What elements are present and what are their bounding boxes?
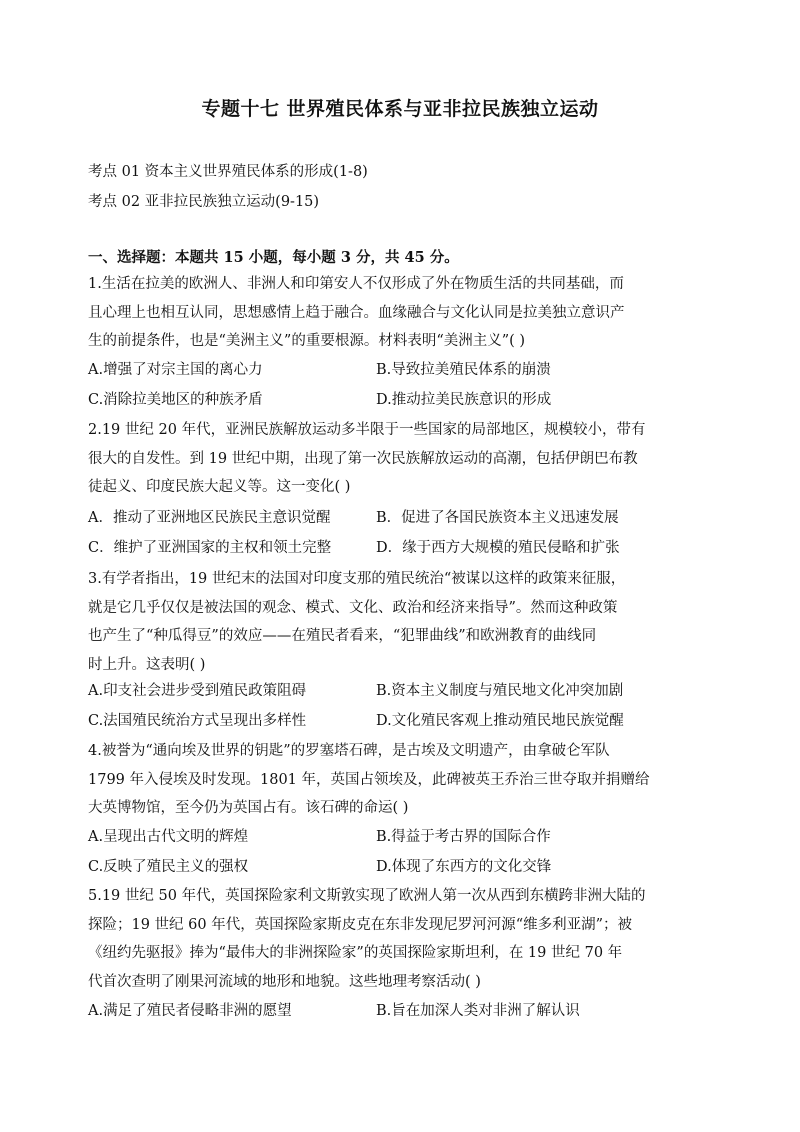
- question-line: 生的前提条件，也是“美洲主义”的重要根源。材料表明“美洲主义”( ): [88, 333, 526, 349]
- question-line: 探险；19 世纪 60 年代，英国探险家斯皮克在东非发现尼罗河河源“维多利亚湖”；被: [88, 916, 633, 933]
- option-b: B．促进了各国民族资本主义迅速发展: [376, 510, 619, 526]
- option-d: D．缘于西方大规模的殖民侵略和扩张: [376, 539, 620, 556]
- option-d: D.推动拉美民族意识的形成: [376, 391, 552, 408]
- question-line: 5.19 世纪 50 年代，英国探险家利文斯敦实现了欧洲人第一次从西到东横跨非洲大陆的: [88, 888, 646, 904]
- question-line: 很大的自发性。到 19 世纪中期，出现了第一次民族解放运动的高潮，包括伊朗巴布教: [88, 450, 638, 467]
- question-4: [88, 737, 716, 823]
- option-c: C．维护了亚洲国家的主权和领土完整: [88, 539, 332, 556]
- option-b: B.旨在加深人类对非洲了解认识: [376, 1003, 580, 1019]
- question-4-options: [88, 823, 728, 882]
- question-1: [88, 270, 716, 356]
- question-line: 且心理上也相互认同，思想感情上趋于融合。血缘融合与文化认同是拉美独立意识产: [88, 304, 625, 321]
- kaodian-1: 考点 01 资本主义世界殖民体系的形成(1-8): [88, 164, 368, 180]
- question-line: 《纽约先驱报》捧为“最伟大的非洲探险家”的英国探险家斯坦利，在 19 世纪 70 年: [88, 945, 623, 961]
- question-1-options: [88, 356, 728, 415]
- option-a: A．推动了亚洲地区民族民主意识觉醒: [88, 510, 331, 526]
- question-line: 也产生了“种瓜得豆”的效应——在殖民者看来，“犯罪曲线”和欧洲教育的曲线同: [88, 628, 597, 644]
- page-title: 专题十七 世界殖民体系与亚非拉民族独立运动: [201, 98, 599, 120]
- kaodian-2: 考点 02 亚非拉民族独立运动(9-15): [88, 194, 320, 210]
- option-d: D.文化殖民客观上推动殖民地民族觉醒: [376, 712, 624, 729]
- option-a: A.印支社会进步受到殖民政策阻碍: [88, 683, 307, 699]
- question-line: 1799 年入侵埃及时发现。1801 年，英国占领埃及，此碑被英王乔治三世夺取并捐赠给: [88, 771, 650, 788]
- option-b: B.导致拉美殖民体系的崩溃: [376, 362, 551, 378]
- option-c: C.消除拉美地区的种族矛盾: [88, 391, 263, 408]
- question-3: [88, 565, 716, 679]
- option-a: A.呈现出古代文明的辉煌: [88, 829, 249, 845]
- question-line: 1.生活在拉美的欧洲人、非洲人和印第安人不仅形成了外在物质生活的共同基础，而: [88, 276, 624, 292]
- question-line: 时上升。这表明( ): [88, 656, 206, 673]
- question-2: [88, 416, 716, 502]
- question-line: 大英博物馆，至今仍为英国占有。该石碑的命运( ): [88, 800, 409, 816]
- option-b: B.资本主义制度与殖民地文化冲突加剧: [376, 683, 624, 699]
- question-3-options: [88, 677, 728, 736]
- question-line: 就是它几乎仅仅是被法国的观念、模式、文化、政治和经济来指导”。然而这种政策: [88, 599, 618, 616]
- option-d: D.体现了东西方的文化交锋: [376, 858, 552, 875]
- question-line: 2.19 世纪 20 年代，亚洲民族解放运动多半限于一些国家的局部地区，规模较小，带有: [88, 422, 646, 438]
- section-header: 一、选择题：本题共 15 小题，每小题 3 分，共 45 分。: [88, 249, 459, 266]
- question-line: 4.被誉为“通向埃及世界的钥匙”的罗塞塔石碑，是古埃及文明遗产，由拿破仑军队: [88, 743, 610, 759]
- question-line: 徒起义、印度民族大起义等。这一变化( ): [88, 479, 351, 495]
- option-a: A.增强了对宗主国的离心力: [88, 362, 263, 378]
- question-5: [88, 882, 716, 996]
- option-a: A.满足了殖民者侵略非洲的愿望: [88, 1003, 292, 1019]
- option-c: C.反映了殖民主义的强权: [88, 858, 249, 875]
- option-b: B.得益于考古界的国际合作: [376, 829, 551, 845]
- question-line: 代首次查明了刚果河流域的地形和地貌。这些地理考察活动( ): [88, 973, 481, 990]
- question-line: 3.有学者指出，19 世纪末的法国对印度支那的殖民统治“被谋以这样的政策来征服，: [88, 571, 626, 587]
- question-5-options: [88, 997, 728, 1027]
- question-2-options: [88, 504, 728, 563]
- option-c: C.法国殖民统治方式呈现出多样性: [88, 712, 307, 729]
